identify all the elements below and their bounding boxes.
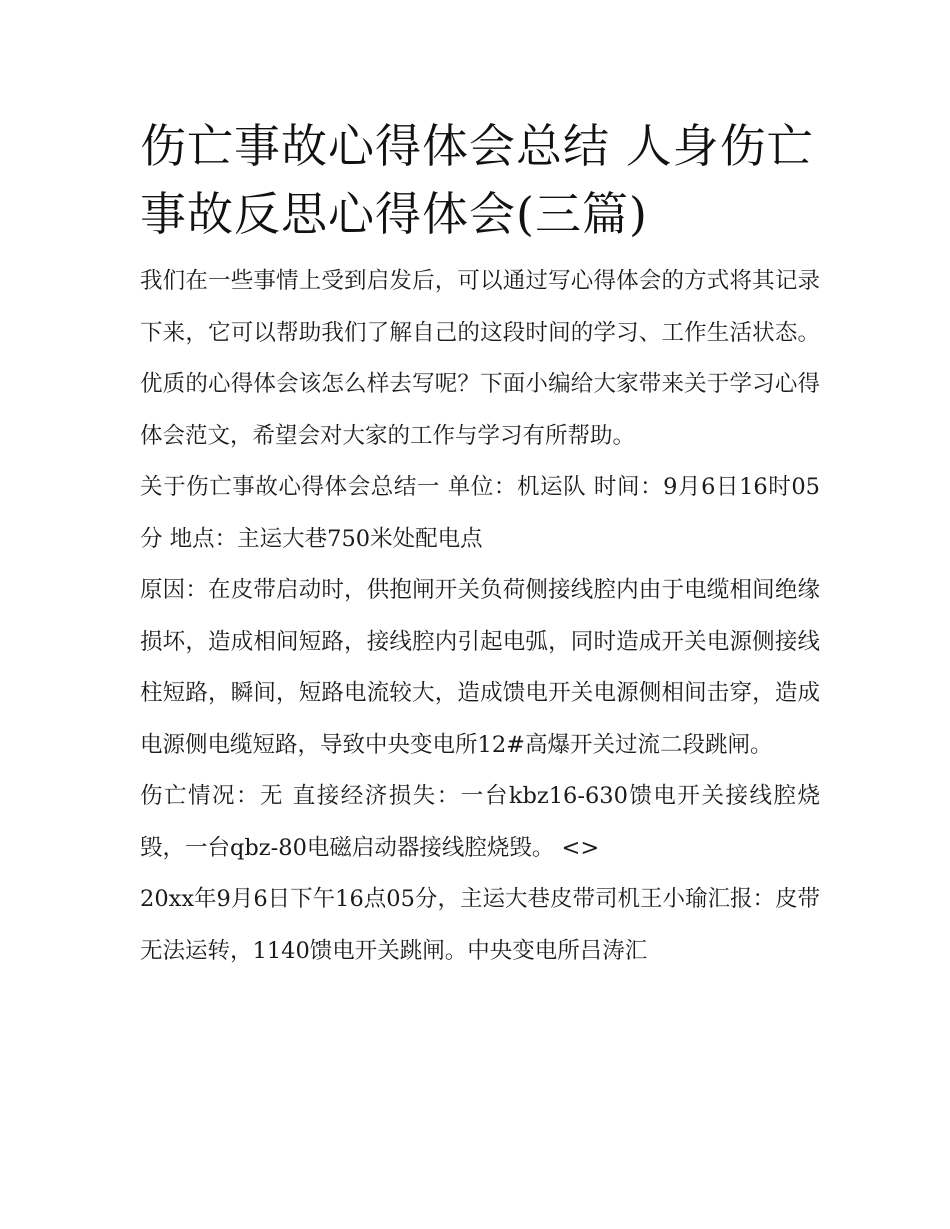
document-title: 伤亡事故心得体会总结 人身伤亡事故反思心得体会(三篇) [140, 119, 814, 241]
document-page [140, 112, 820, 977]
paragraph-intro: 我们在一些事情上受到启发后，可以通过写心得体会的方式将其记录下来，它可以帮助我们了解自己的这段时间的学习、工作生活状态。优质的心得体会该怎么样去写呢？下面小编给大家带来关于学习心得体会范文，希望会对大家的工作与学习有所帮助。 [140, 268, 820, 449]
paragraph-casualties: 伤亡情况：无 直接经济损失：一台kbz16-630馈电开关接线腔烧毁，一台qbz-80电磁启动器接线腔烧毁。 <> [140, 783, 820, 861]
paragraph-event-report: 20xx年9月6日下午16点05分，主运大巷皮带司机王小瑜汇报：皮带无法运转，1140馈电开关跳闸。中央变电所吕涛汇 [140, 886, 820, 964]
paragraph-cause: 原因：在皮带启动时，供抱闸开关负荷侧接线腔内由于电缆相间绝缘损坏，造成相间短路，接线腔内引起电弧，同时造成开关电源侧接线柱短路，瞬间，短路电流较大，造成馈电开关电源侧相间击穿，造成电源侧电缆短路，导致中央变电所12#高爆开关过流二段跳闸。 [140, 577, 820, 758]
paragraph-unit-time-location: 关于伤亡事故心得体会总结一 单位：机运队 时间：9月6日16时05分 地点：主运大巷750米处配电点 [140, 474, 820, 552]
